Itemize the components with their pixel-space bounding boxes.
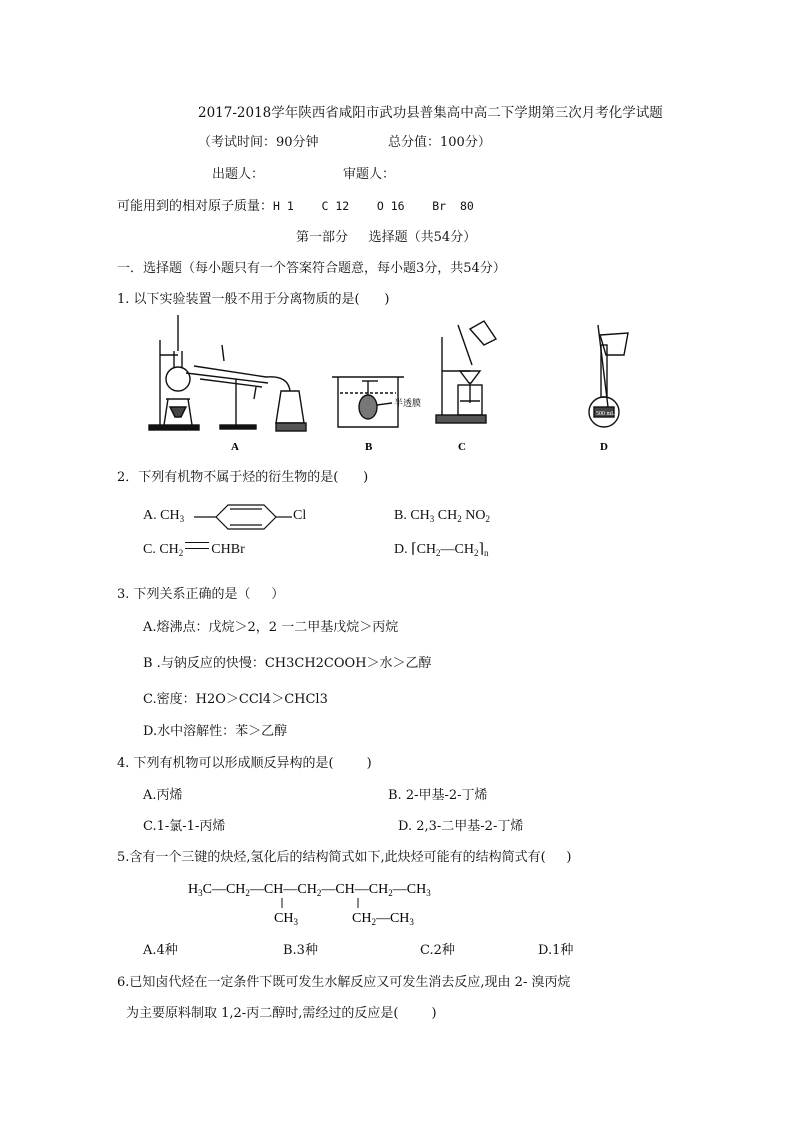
q2-option-c: C. $CH_2$ CHBr	[143, 542, 245, 558]
q1-apparatus-figure	[0, 315, 794, 465]
q4-option-c: C.1-氯-1-丙烯	[143, 819, 226, 834]
q5-option-c: C.2种	[420, 943, 455, 958]
q2-option-a-suffix: Cl	[293, 508, 307, 523]
q6-stem-line1: 6.已知卤代烃在一定条件下既可发生水解反应又可发生消去反应,现由 2- 溴丙烷	[117, 975, 571, 990]
svg-text:H3C—CH2—CH—CH2—CH—CH2—CH3: $H_3C—CH_2—CH—CH_2—CH—CH_2—CH_3$	[188, 882, 431, 898]
q4-option-b: B. 2-甲基-2-丁烯	[388, 788, 488, 803]
apparatus-c-filtration	[436, 321, 496, 423]
q4-option-a: A.丙烯	[143, 788, 183, 803]
q2-option-b-text: B. CH	[394, 508, 430, 523]
q4-option-d: D. 2,3-二甲基-2-丁烯	[398, 819, 524, 834]
q2-option-a-sub: 3	[179, 514, 185, 524]
question-reviewer: 审题人：	[343, 167, 396, 182]
part1-instructions: 一．选择题（每小题只有一个答案符合题意，每小题3分，共54分）	[117, 261, 506, 276]
q3-stem: 3. 下列关系正确的是（ ）	[117, 587, 285, 602]
q2-stem: 2．下列有机物不属于烃的衍生物的是( )	[117, 470, 369, 485]
atomic-mass-label-text: 可能用到的相对原子质量：	[117, 199, 274, 214]
q5-option-b: B.3种	[283, 943, 318, 958]
q4-stem: 4. 下列有机物可以形成顺反异构的是( )	[117, 756, 372, 771]
q3-option-b: B .与钠反应的快慢：CH3CH2COOH＞水＞乙醇	[143, 656, 432, 671]
q3-option-a: A.熔沸点：戊烷＞2，2 一二甲基戊烷＞丙烷	[143, 620, 399, 635]
q1-label-a: A	[231, 441, 239, 453]
q2-option-d: D. $⌈CH_2—CH_2⌉_n$	[394, 542, 489, 558]
q2-option-c-text: C. CH	[143, 542, 179, 557]
total-score: 总分值：100分）	[388, 135, 491, 150]
q5-option-a: A.4种	[143, 943, 178, 958]
exam-time: （考试时间：90分钟	[198, 135, 319, 150]
q2-option-a	[143, 507, 184, 528]
part1-heading: 第一部分 选择题（共54分）	[296, 230, 477, 245]
q2-option-d-n: n	[483, 548, 489, 558]
q6-stem-line2: 为主要原料制取 1,2-丙二醇时,需经过的反应是( )	[126, 1006, 437, 1021]
q5-option-d: D.1种	[538, 943, 574, 958]
q3-option-d: D.水中溶解性：苯＞乙醇	[143, 724, 288, 739]
q2-option-a-prefix: A. CH	[143, 508, 180, 523]
atomic-mass-values: H 1 C 12 O 16 Br 80	[273, 199, 474, 213]
atomic-mass-label	[117, 197, 474, 216]
question-author: 出题人：	[212, 167, 265, 182]
q2-option-d-text: D.	[394, 542, 408, 557]
flask-capacity-label: 500 mL	[596, 411, 615, 417]
q5-structural-formula	[188, 876, 488, 926]
svg-text:CH2—CH3: $CH_2—CH_3$	[352, 911, 414, 926]
q1-label-b: B	[365, 441, 373, 453]
q2-option-b: B. $CH_3$ $CH_2$ $NO_2$	[394, 508, 490, 524]
q2-option-c-br: CHBr	[211, 542, 245, 557]
q3-option-c: C.密度：H2O＞CCl4＞CHCl3	[143, 692, 328, 707]
q5-stem: 5.含有一个三键的炔烃,氢化后的结构简式如下,此炔烃可能有的结构简式有( )	[117, 850, 572, 865]
membrane-label: 半透膜	[394, 398, 422, 408]
svg-text:CH3: $CH_3$	[274, 911, 298, 926]
apparatus-a-distillation	[149, 315, 306, 431]
benzene-ring-icon	[194, 503, 307, 533]
exam-title: 2017-2018学年陕西省咸阳市武功县普集高中高二下学期第三次月考化学试题	[198, 105, 663, 121]
q1-label-c: C	[458, 441, 466, 453]
q1-stem: 1. 以下实验装置一般不用于分离物质的是( )	[117, 292, 390, 307]
q1-label-d: D	[600, 441, 608, 453]
